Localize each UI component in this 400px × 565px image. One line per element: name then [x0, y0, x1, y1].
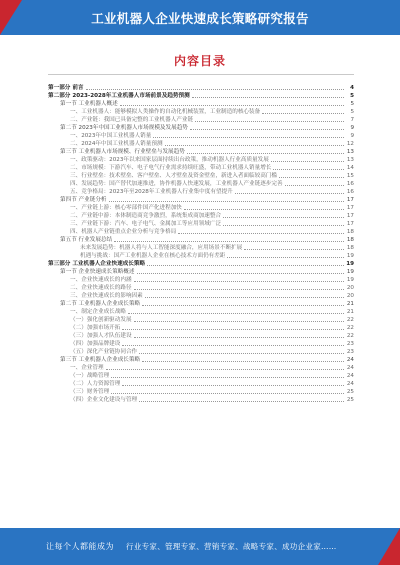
toc-entry-page: 16	[346, 181, 354, 187]
toc-leader-dots	[137, 272, 345, 274]
toc-leader-dots	[134, 336, 344, 338]
toc-leader-dots	[190, 128, 344, 130]
toc-leader-dots	[244, 248, 344, 250]
toc-entry[interactable]	[48, 124, 354, 132]
toc-entry[interactable]	[48, 116, 354, 124]
toc-leader-dots	[271, 160, 344, 162]
toc-entry-page: 5	[350, 109, 354, 115]
toc-entry-title: （三）财务管理	[70, 389, 110, 395]
toc-leader-dots	[227, 256, 344, 258]
toc-entry[interactable]	[48, 268, 354, 276]
toc-entry-title: 一、企业管理	[70, 365, 104, 371]
toc-entry-title: 第五节 行业发展总结	[60, 237, 113, 243]
toc-entry-page: 17	[346, 213, 354, 219]
toc-leader-dots	[262, 112, 344, 114]
toc-entry[interactable]	[48, 148, 354, 156]
toc-entry[interactable]	[48, 164, 354, 172]
toc-entry-title: （一）强化创新驱动发展	[70, 317, 132, 323]
toc-entry-page: 13	[346, 157, 354, 163]
toc-entry-page: 16	[346, 189, 354, 195]
toc-entry[interactable]	[48, 388, 354, 396]
toc-leader-dots	[235, 192, 344, 194]
toc-entry-page: 18	[346, 245, 354, 251]
toc-entry-page: 9	[350, 133, 354, 139]
footer-slogan: 让每个人都能成为	[46, 542, 114, 551]
toc-leader-dots	[122, 344, 344, 346]
toc-entry-title: （五）深化产业链协同合作	[70, 349, 138, 355]
toc-leader-dots	[134, 320, 344, 322]
toc-entry-page: 23	[346, 349, 354, 355]
toc-entry-page: 20	[346, 285, 354, 291]
toc-entry[interactable]	[48, 356, 354, 364]
toc-entry-title: 三、产业链下游：汽车、电子电气、金属加工等应用领域广泛	[70, 221, 222, 227]
toc-entry[interactable]	[48, 132, 354, 140]
toc-leader-dots	[134, 280, 344, 282]
toc-entry-title: （二）加强市场开拓	[70, 325, 121, 331]
toc-entry[interactable]	[48, 228, 354, 236]
toc-entry-title: 二、市场规模：下游汽车、电子电气行业需求持续旺盛，带动工业机器人销量增长	[70, 165, 272, 171]
toc-entry-title: 一、企业快速成长的内涵	[70, 277, 132, 283]
toc-leader-dots	[139, 400, 344, 402]
toc-leader-dots	[184, 208, 344, 210]
toc-heading: 内容目录	[173, 54, 226, 68]
toc-leader-dots	[153, 136, 344, 138]
toc-entry-title: 第二部分 2023-2028年工业机器人市场前景及趋势预测	[48, 93, 190, 99]
toc-entry-title: 未来发展趋势：机器人将与人工智能深度融合，应用场景不断扩展	[80, 245, 243, 251]
toc-entry-page: 17	[346, 197, 354, 203]
toc-leader-dots	[145, 296, 344, 298]
toc-leader-dots	[279, 176, 344, 178]
toc-entry[interactable]	[48, 172, 354, 180]
toc-entry-page: 17	[346, 221, 354, 227]
toc-entry-title: 第二节 2023年中国工业机器人市场规模及发展趋势	[60, 125, 188, 131]
toc-entry-title: 四、发展趋势：国产替代加速推进，协作机器人快速发展，工业机器人产业链逐步完善	[70, 181, 283, 187]
toc-leader-dots	[122, 328, 344, 330]
toc-leader-dots	[111, 376, 344, 378]
toc-entry-page: 5	[350, 93, 354, 99]
toc-entry-title: 第三节 工业机器人企业成长策略	[60, 357, 141, 363]
toc-entry-title: 一、制定企业成长战略	[70, 309, 126, 315]
toc-entry-title: 第四节 产业链分析	[60, 197, 107, 203]
toc-entry-title: （四）加强品牌建设	[70, 341, 121, 347]
toc-entry-page: 25	[346, 397, 354, 403]
toc-entry[interactable]	[48, 284, 354, 292]
toc-entry-title: 二、2024年中国工业机器人销量预测	[70, 141, 163, 147]
toc-entry[interactable]	[48, 92, 354, 100]
toc-entry[interactable]	[48, 204, 354, 212]
toc-entry-title: 第三节 工业机器人市场规模、行业壁垒与发展趋势	[60, 149, 185, 155]
toc-entry-page: 18	[346, 229, 354, 235]
toc-leader-dots	[273, 168, 344, 170]
toc-leader-dots	[187, 152, 344, 154]
toc-entry[interactable]	[48, 348, 354, 356]
toc-entry-page: 22	[346, 317, 354, 323]
header-bar	[0, 0, 400, 35]
toc-leader-dots	[223, 216, 344, 218]
toc-leader-dots	[111, 392, 344, 394]
toc-entry-title: 四、机器人产业链重点企业分析与竞争格局	[70, 229, 177, 235]
toc-entry-page: 24	[346, 357, 354, 363]
toc-leader-dots	[120, 104, 344, 106]
toc-entry-title: 第一部分 前言	[48, 85, 84, 91]
toc-leader-dots	[122, 384, 344, 386]
toc-entry-title: （四）企业文化建设与管理	[70, 397, 138, 403]
toc-entry-title: 一、2023年中国工业机器人销量	[70, 133, 152, 139]
toc-entry-page: 13	[346, 149, 354, 155]
toc-entry-page: 22	[346, 333, 354, 339]
toc-entry-page: 23	[346, 341, 354, 347]
toc-leader-dots	[86, 88, 344, 90]
toc-entry[interactable]	[48, 396, 354, 404]
toc-entry-title: 二、产业链中游：本体制造商竞争激烈，系统集成商加速整合	[70, 213, 222, 219]
toc-entry-page: 22	[346, 325, 354, 331]
toc-entry[interactable]	[48, 340, 354, 348]
toc-entry[interactable]	[48, 212, 354, 220]
toc-entry[interactable]	[48, 252, 354, 260]
toc-entry-title: 一、政策驱动：2023年以来国家层面持续出台政策，推动机器人行业高质量发展	[70, 157, 269, 163]
toc-entry-title: 一、工业机器人：能够模拟人类操作的自动化机械装置，工业制造的核心装备	[70, 109, 261, 115]
toc-entry[interactable]	[48, 196, 354, 204]
toc-entry[interactable]	[48, 364, 354, 372]
toc-entry[interactable]	[48, 260, 354, 268]
toc-entry-title: （一）战略管理	[70, 373, 110, 379]
toc-entry-title: 第三部分 工业机器人企业快速成长策略	[48, 261, 146, 267]
toc-entry-page: 18	[346, 237, 354, 243]
toc-entry[interactable]	[48, 292, 354, 300]
toc-leader-dots	[128, 312, 344, 314]
toc-entry-page: 14	[346, 165, 354, 171]
table-of-contents	[48, 84, 354, 404]
toc-entry[interactable]	[48, 332, 354, 340]
toc-entry-page: 19	[346, 269, 354, 275]
toc-entry[interactable]	[48, 84, 354, 92]
toc-leader-dots	[147, 264, 344, 266]
toc-entry-page: 25	[346, 389, 354, 395]
toc-entry-title: 三、企业快速成长的影响因素	[70, 293, 143, 299]
toc-entry[interactable]	[48, 188, 354, 196]
toc-entry-title: 二、产业链：我国已具备完整的工业机器人产业链	[70, 117, 194, 123]
toc-leader-dots	[178, 232, 344, 234]
toc-entry-page: 19	[346, 253, 354, 259]
toc-leader-dots	[165, 144, 344, 146]
toc-entry-title: 第一节 工业机器人概述	[60, 101, 118, 107]
report-title: 工业机器人企业快速成长策略研究报告	[91, 11, 309, 26]
toc-top-divider	[48, 74, 354, 75]
toc-entry[interactable]	[48, 220, 354, 228]
toc-entry-page: 9	[350, 125, 354, 131]
toc-entry-page: 20	[346, 293, 354, 299]
toc-entry-title: 五、竞争格局：2023年至2028年工业机器人行业集中度有望提升	[70, 189, 233, 195]
toc-entry[interactable]	[48, 324, 354, 332]
toc-entry[interactable]	[48, 308, 354, 316]
toc-leader-dots	[285, 184, 344, 186]
toc-leader-dots	[106, 368, 344, 370]
toc-leader-dots	[192, 96, 344, 98]
toc-entry[interactable]	[48, 380, 354, 388]
toc-entry-page: 12	[346, 141, 354, 147]
toc-entry-page: 7	[350, 117, 354, 123]
toc-entry-page: 4	[350, 85, 354, 91]
toc-entry-page: 19	[346, 261, 354, 267]
toc-entry-title: （二）人力资源管理	[70, 381, 121, 387]
toc-entry[interactable]	[48, 236, 354, 244]
toc-entry[interactable]	[48, 372, 354, 380]
toc-entry[interactable]	[48, 300, 354, 308]
toc-leader-dots	[142, 360, 344, 362]
toc-entry[interactable]	[48, 244, 354, 252]
toc-entry[interactable]	[48, 140, 354, 148]
toc-entry-title: 二、企业快速成长的路径	[70, 285, 132, 291]
toc-entry-page: 24	[346, 373, 354, 379]
toc-entry-title: 第一节 企业快速成长策略概述	[60, 269, 135, 275]
toc-entry[interactable]	[48, 276, 354, 284]
toc-entry-title: 一、产业链上游：核心零部件国产化进程加快	[70, 205, 182, 211]
toc-entry[interactable]	[48, 156, 354, 164]
toc-entry[interactable]	[48, 180, 354, 188]
toc-entry-page: 19	[346, 277, 354, 283]
footer-accent	[378, 528, 400, 565]
toc-leader-dots	[142, 304, 344, 306]
toc-entry[interactable]	[48, 108, 354, 116]
toc-leader-dots	[223, 224, 344, 226]
toc-entry[interactable]	[48, 316, 354, 324]
toc-leader-dots	[109, 200, 344, 202]
toc-entry-title: 机遇与挑战：国产工业机器人企业在核心技术方面仍有差距	[80, 253, 226, 259]
toc-entry-page: 17	[346, 205, 354, 211]
toc-entry-page: 15	[346, 173, 354, 179]
toc-entry[interactable]	[48, 100, 354, 108]
toc-leader-dots	[139, 352, 344, 354]
toc-leader-dots	[114, 240, 344, 242]
toc-entry-page: 21	[346, 301, 354, 307]
toc-entry-page: 5	[350, 101, 354, 107]
footer-roles: 行业专家、管理专家、营销专家、战略专家、成功企业家……	[126, 542, 337, 551]
toc-leader-dots	[134, 288, 344, 290]
toc-entry-title: 第二节 工业机器人企业成长策略	[60, 301, 141, 307]
toc-leader-dots	[195, 120, 344, 122]
footer-bar	[0, 528, 400, 565]
toc-entry-page: 24	[346, 365, 354, 371]
toc-entry-page: 21	[346, 309, 354, 315]
toc-entry-page: 24	[346, 381, 354, 387]
toc-entry-title: （三）加强人才队伍建设	[70, 333, 132, 339]
toc-entry-title: 三、行业壁垒：技术壁垒、客户壁垒、人才壁垒及资金壁垒，新进入者面临较高门槛	[70, 173, 277, 179]
